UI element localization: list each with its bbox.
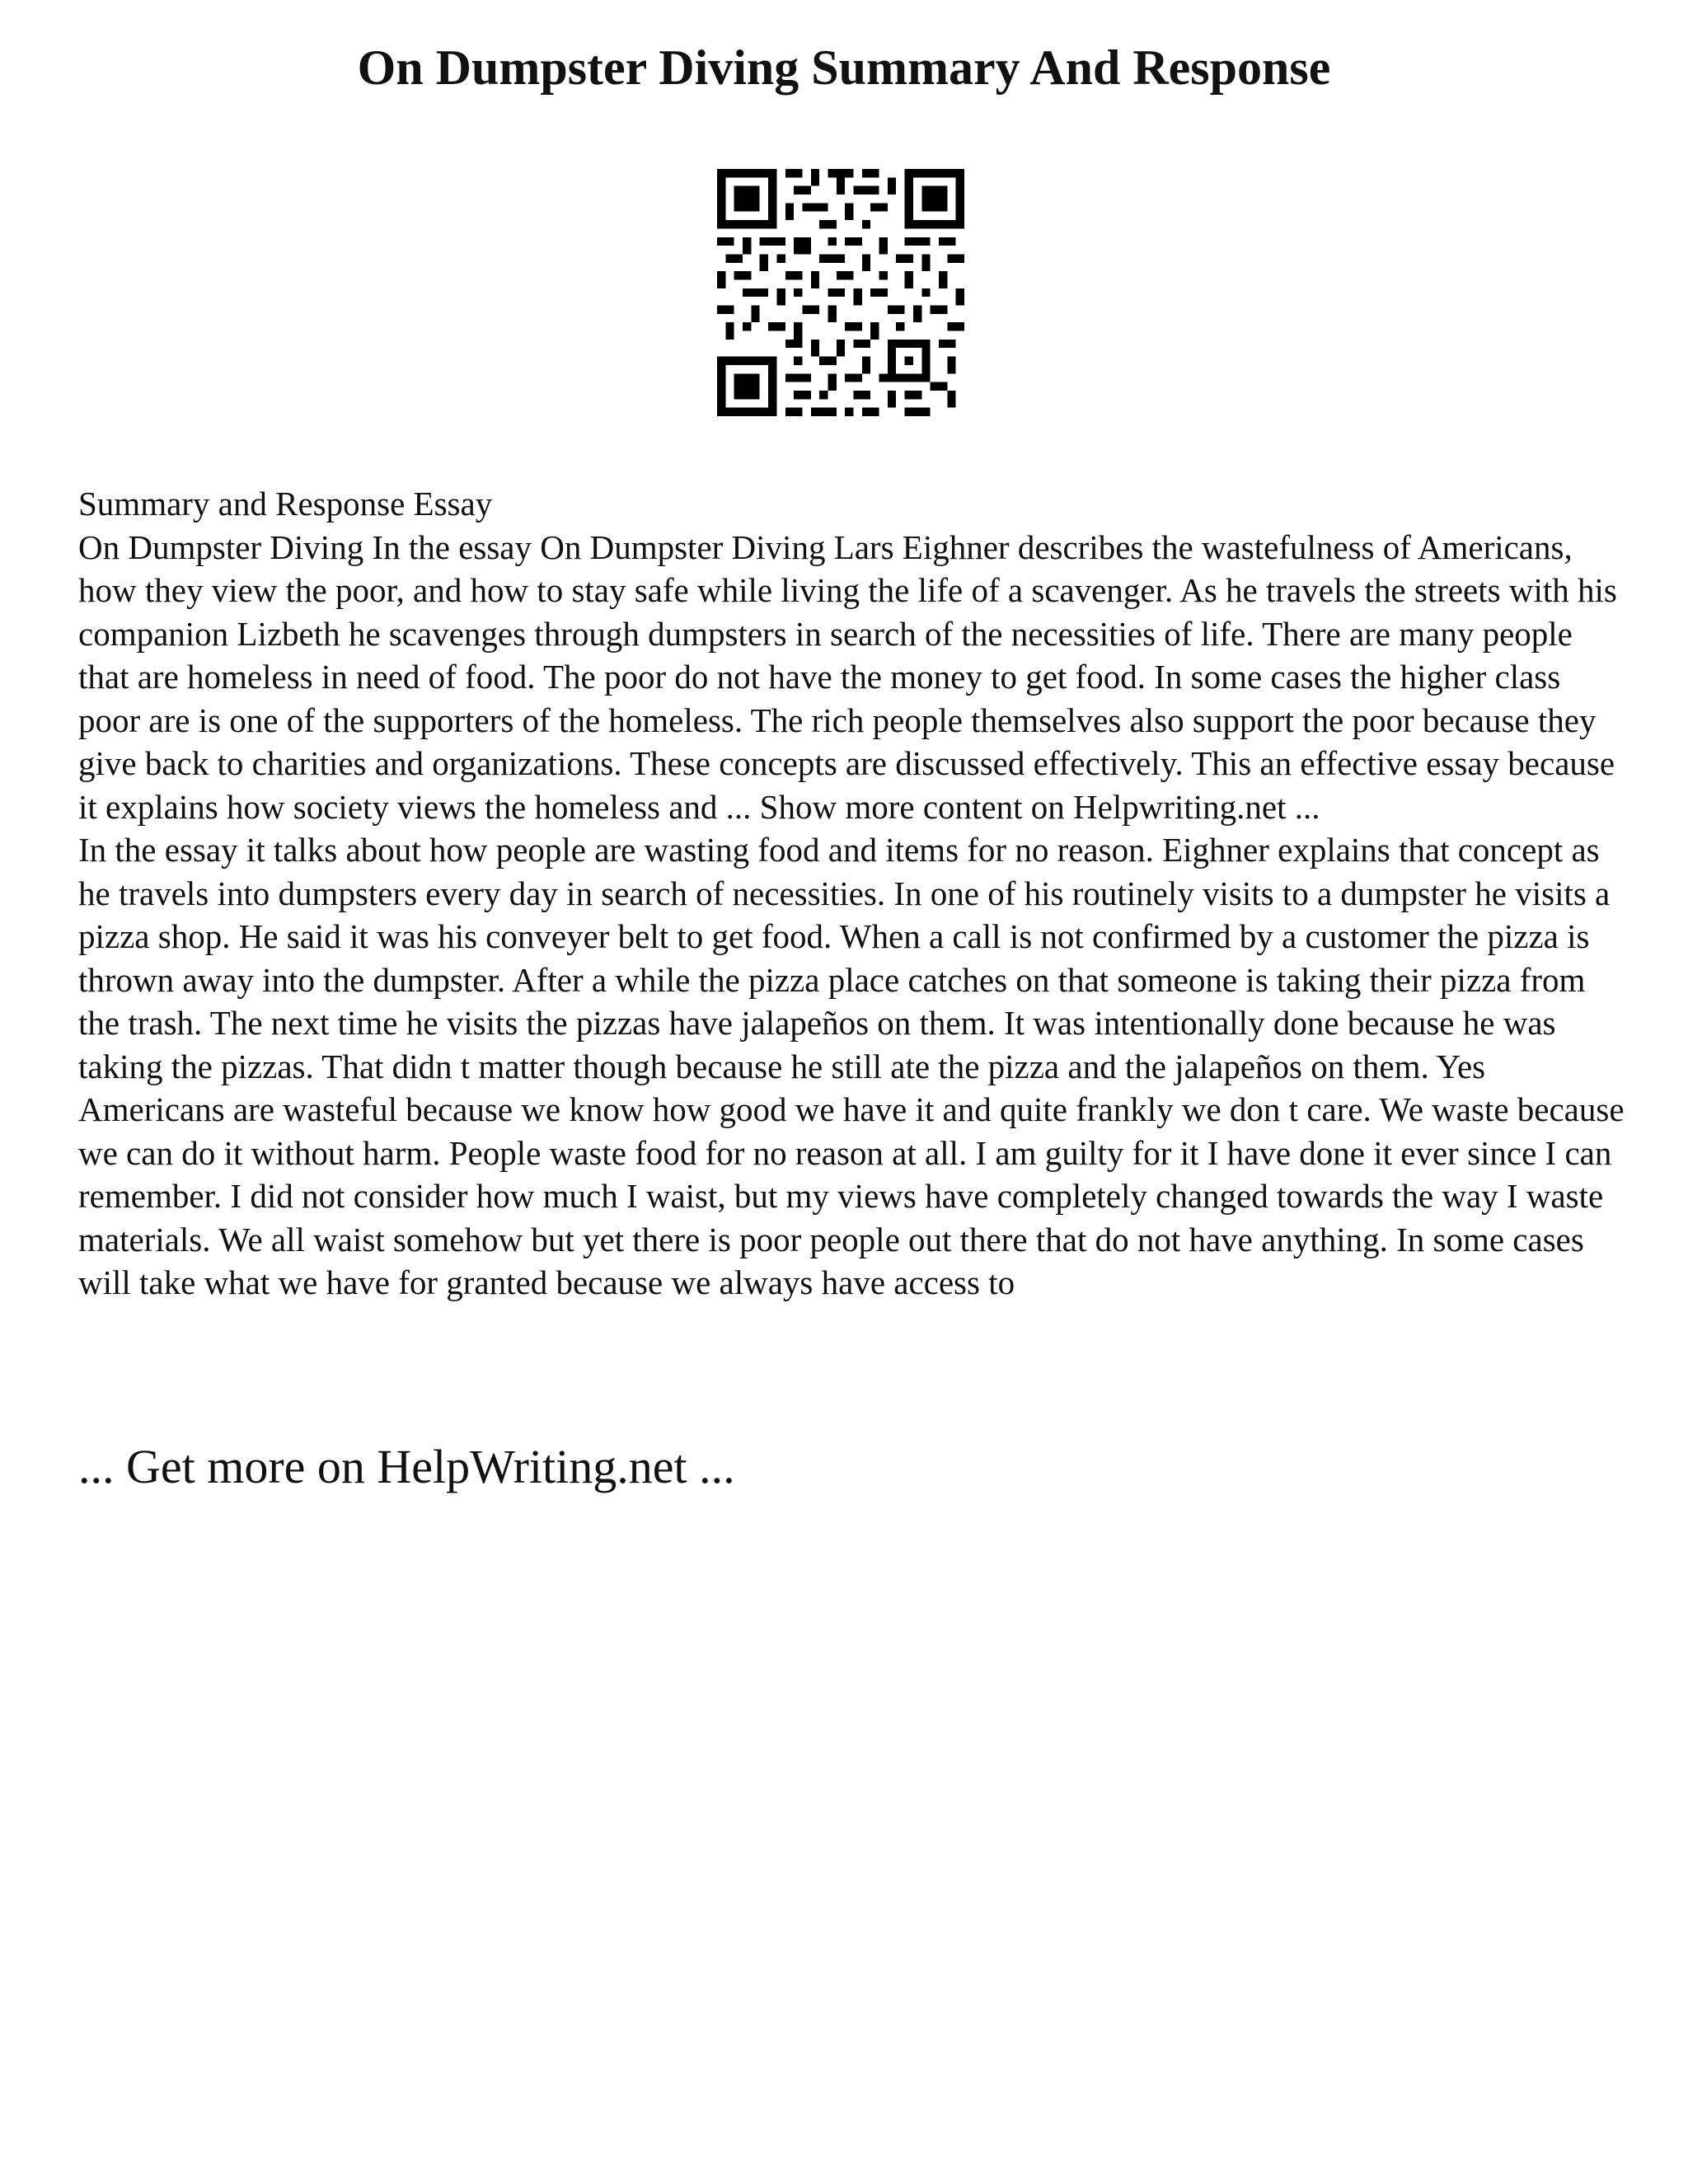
essay-body	[78, 482, 1628, 1305]
essay-paragraph: In the essay it talks about how people are wasting food and items for no reason. Eighner explains that concept as he travels into dumpsters every day in search of necessities. In one of his routinely visits to a dumpster he visits a pizza shop. He said it was his conveyer belt to get food. When a call is not confirmed by a customer the pizza is thrown away into the dumpster. After a while the pizza place catches on that someone is taking their pizza from the trash. The next time he visits the pizzas have jalapeños on them. It was intentionally done because he was taking the pizzas. That didn t matter though because he still ate the pizza and the jalapeños on them. Yes Americans are wasteful because we know how good we have it and quite frankly we don t care. We waste because we can do it without harm. People waste food for no reason at all. I am guilty for it I have done it ever since I can remember. I did not consider how much I waist, but my views have completely changed towards the way I waste materials. We all waist somehow but yet there is poor people out there that do not have anything. In some cases will take what we have for granted because we always have access to	[78, 831, 1625, 1301]
page-title: On Dumpster Diving Summary And Response	[357, 40, 1331, 95]
essay-heading: Summary and Response Essay	[78, 485, 493, 523]
essay-paragraph: On Dumpster Diving In the essay On Dumpster Diving Lars Eighner describes the wastefulness of Americans, how they view the poor, and how to stay safe while living the life of a scavenger. As he travels the streets with his companion Lizbeth he scavenges through dumpsters in search of the necessities of life. There are many people that are homeless in need of food. The poor do not have the money to get food. In some cases the higher class poor are is one of the supporters of the homeless. The rich people themselves also support the poor because they give back to charities and organizations. These concepts are discussed effectively. This an effective essay because it explains how society views the homeless and ... Show more content on Helpwriting.net ...	[78, 527, 1617, 826]
qr-code-icon	[717, 169, 964, 416]
get-more-link[interactable]: ... Get more on HelpWriting.net ...	[78, 1440, 735, 1493]
